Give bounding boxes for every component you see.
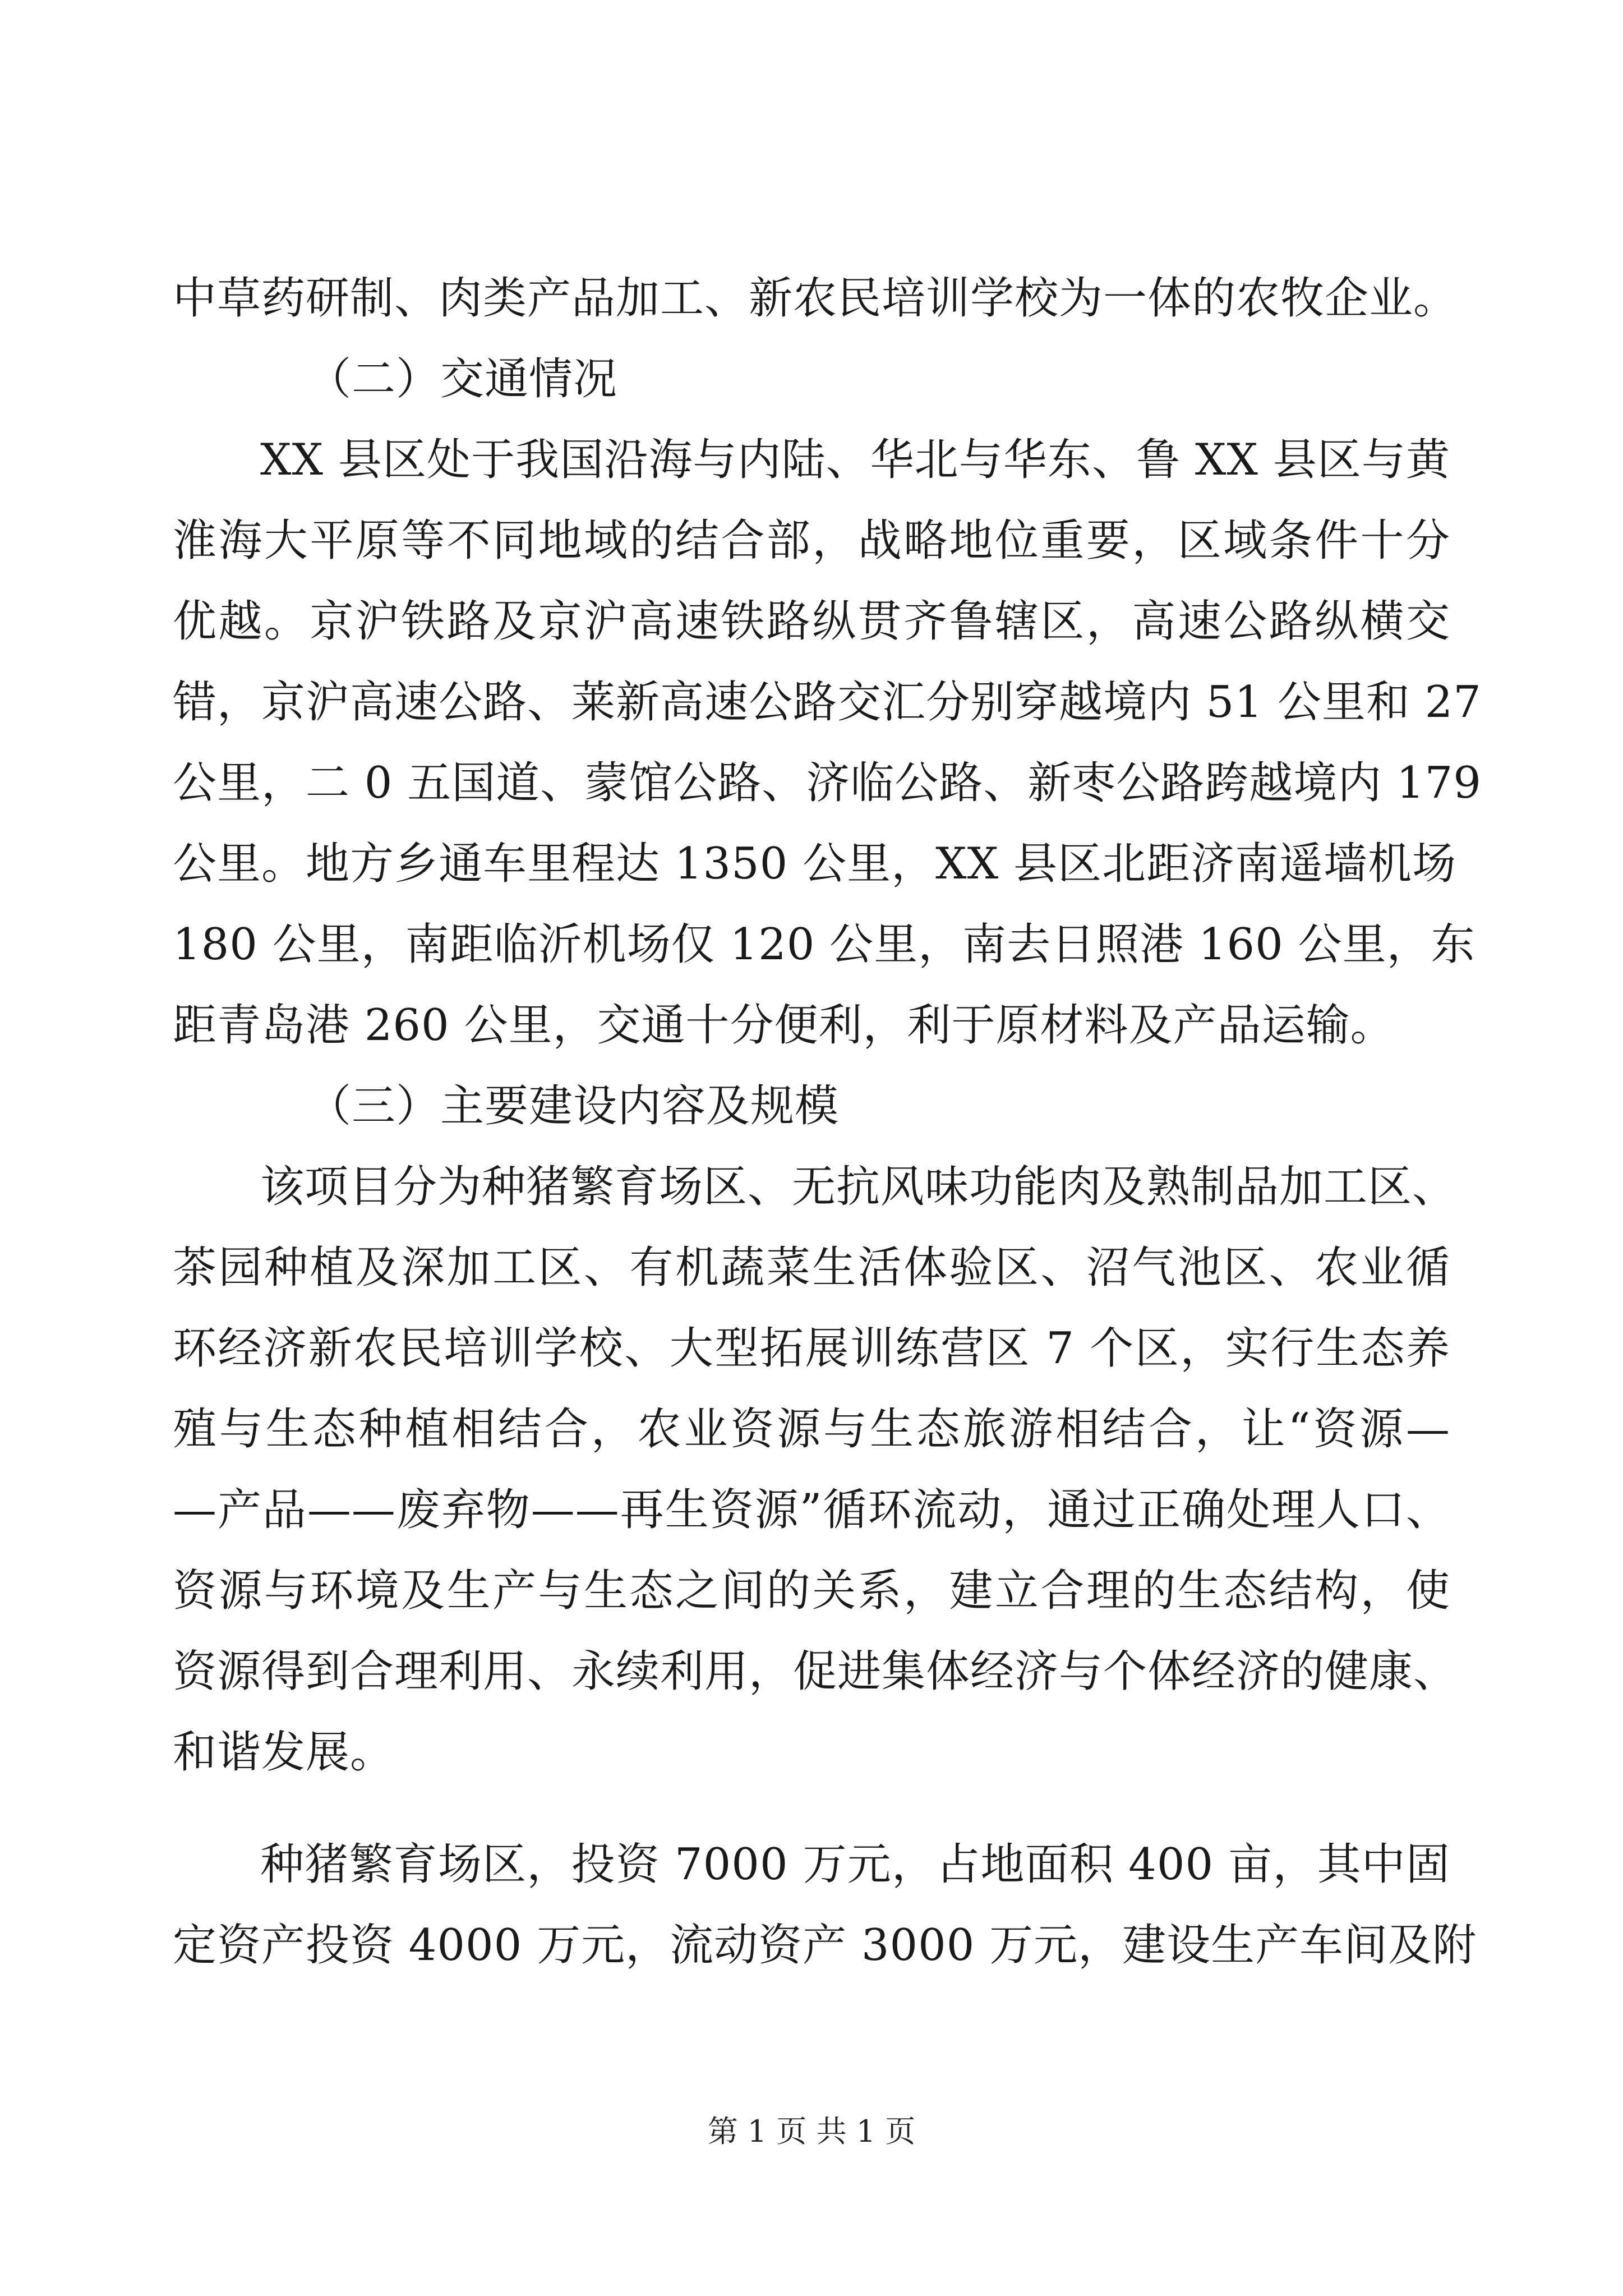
paragraph-line: 茶园种植及深加工区、有机蔬菜生活体验区、沼气池区、农业循 <box>173 1243 1450 1293</box>
paragraph-line: 种猪繁育场区，投资 7000 万元，占地面积 400 亩，其中固 <box>260 1839 1450 1890</box>
paragraph-line: 殖与生态种植相结合，农业资源与生态旅游相结合，让“资源— <box>173 1404 1450 1455</box>
paragraph-line: 定资产投资 4000 万元，流动资产 3000 万元，建设生产车间及附 <box>173 1920 1477 1971</box>
paragraph-line: 环经济新农民培训学校、大型拓展训练营区 7 个区，实行生态养 <box>173 1323 1450 1374</box>
paragraph-line: 资源得到合理利用、永续利用，促进集体经济与个体经济的健康、 <box>173 1646 1458 1697</box>
paragraph-line: 180 公里，南距临沂机场仅 120 公里，南去日照港 160 公里，东 <box>173 919 1476 970</box>
paragraph-gap <box>173 1793 1450 1824</box>
paragraph-line: 该项目分为种猪繁育场区、无抗风味功能肉及熟制品加工区、 <box>260 1162 1457 1212</box>
paragraph-line: XX 县区处于我国沿海与内陆、华北与华东、鲁 XX 县区与黄 <box>260 435 1450 485</box>
paragraph-line: 中草药研制、肉类产品加工、新农民培训学校为一体的农牧企业。 <box>173 273 1458 324</box>
section-heading-transport: （二）交通情况 <box>307 354 618 404</box>
paragraph-line: 优越。京沪铁路及京沪高速铁路纵贯齐鲁辖区，高速公路纵横交 <box>173 596 1450 647</box>
page-number-footer: 第 1 页 共 1 页 <box>707 2114 916 2149</box>
paragraph-line: 公里。地方乡通车里程达 1350 公里，XX 县区北距济南遥墙机场 <box>173 839 1456 889</box>
paragraph-line: 错，京沪高速公路、莱新高速公路交汇分别穿越境内 51 公里和 27 <box>173 677 1482 728</box>
section-heading-construction: （三）主要建设内容及规模 <box>307 1081 840 1131</box>
document-body <box>173 258 1482 1986</box>
paragraph-line: 距青岛港 260 公里，交通十分便利，利于原材料及产品运输。 <box>173 1000 1395 1051</box>
paragraph-line: 和谐发展。 <box>173 1727 395 1778</box>
paragraph-line: 公里，二 0 五国道、蒙馆公路、济临公路、新枣公路跨越境内 179 <box>173 758 1482 808</box>
paragraph-line: 资源与环境及生产与生态之间的关系，建立合理的生态结构，使 <box>173 1566 1450 1616</box>
paragraph-line: 淮海大平原等不同地域的结合部，战略地位重要，区域条件十分 <box>173 516 1450 566</box>
paragraph-line: —产品——废弃物——再生资源”循环流动，通过正确处理人口、 <box>173 1485 1450 1535</box>
